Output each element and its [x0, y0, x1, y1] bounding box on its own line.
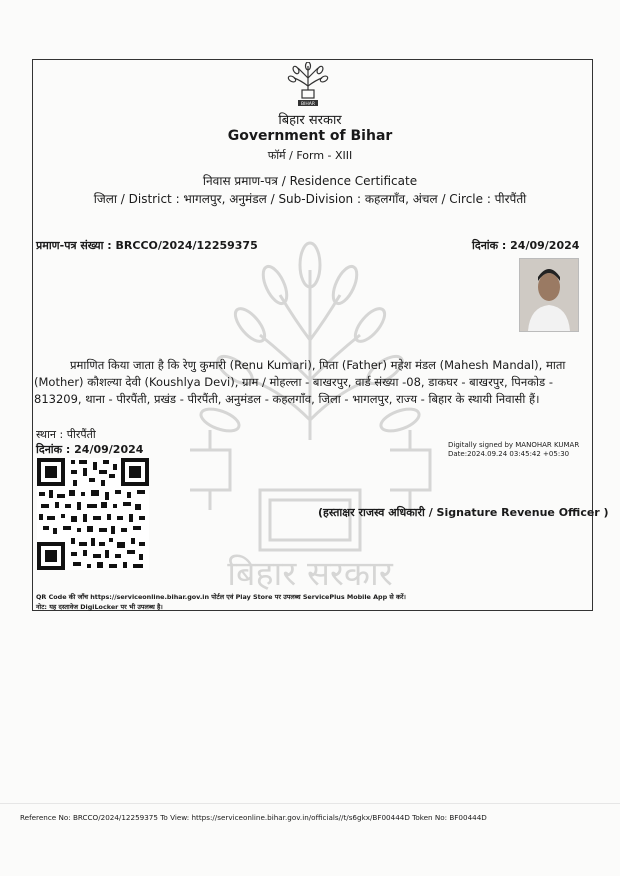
watermark-text: बिहार सरकार [227, 554, 393, 594]
bihar-emblem-watermark [180, 240, 440, 600]
digital-signature-line1: Digitally signed by MANOHAR KUMAR [448, 441, 580, 449]
emblem-label: BIHAR [300, 102, 316, 107]
certificate-date: दिनांक : 24/09/2024 [472, 239, 580, 252]
digilocker-note: नोट: यह दस्तावेज DigiLocker पर भी उपलब्ध है। [36, 603, 163, 611]
footer-divider [0, 803, 620, 804]
place-line: स्थान : पीरपैंती [36, 428, 96, 441]
certificate-title: निवास प्रमाण-पत्र / Residence Certificate [202, 174, 418, 188]
applicant-photo [519, 258, 579, 332]
digital-signature-block [448, 441, 579, 459]
header-title-hindi: बिहार सरकार [278, 113, 342, 128]
form-label: फॉर्म / Form - XIII [267, 149, 353, 162]
issue-date-line: दिनांक : 24/09/2024 [36, 443, 144, 456]
certificate-number: प्रमाण-पत्र संख्या : BRCCO/2024/12259375 [36, 239, 258, 252]
certificate-body: प्रमाणित किया जाता है कि रेणु कुमारी (Renu Kumari), पिता (Father) महेश मंडल (Mahesh Mandal), माता (Mother) कौशल्या देवी (Koushlya Devi), ग्राम / मोहल्ला - बाखरपुर, वार्ड संख्या -08, डाकघर - बाखरपुर, पिनकोड - 813209, थाना - पीरपैंती, प्रखंड - पीरपैंती, अनुमंडल - कहलगाँव, जिला - भागलपुर, राज्य - बिहार के स्थायी निवासी हैं। [34, 358, 566, 406]
qr-verification-note: QR Code की जाँच https://serviceonline.bihar.gov.in पोर्टल एवं Play Store पर उपलब्ध ServicePlus Mobile App से करें। [36, 593, 406, 601]
signatory-label: (हस्ताक्षर राजस्व अधिकारी / Signature Revenue Officer ) [318, 506, 609, 519]
qr-code [37, 458, 149, 570]
header-title-english: Government of Bihar [227, 128, 393, 144]
district-line: जिला / District : भागलपुर, अनुमंडल / Sub-Division : कहलगाँव, अंचल / Circle : पीरपैंती [93, 192, 527, 206]
footer-reference: Reference No: BRCCO/2024/12259375 To View: https://serviceonline.bihar.gov.in/officials//t/s6gkx/BF00444D Token No: BF00444D [20, 813, 487, 822]
digital-signature-line2: Date:2024.09.24 03:45:42 +05:30 [448, 450, 570, 458]
bihar-emblem-icon [284, 62, 332, 108]
